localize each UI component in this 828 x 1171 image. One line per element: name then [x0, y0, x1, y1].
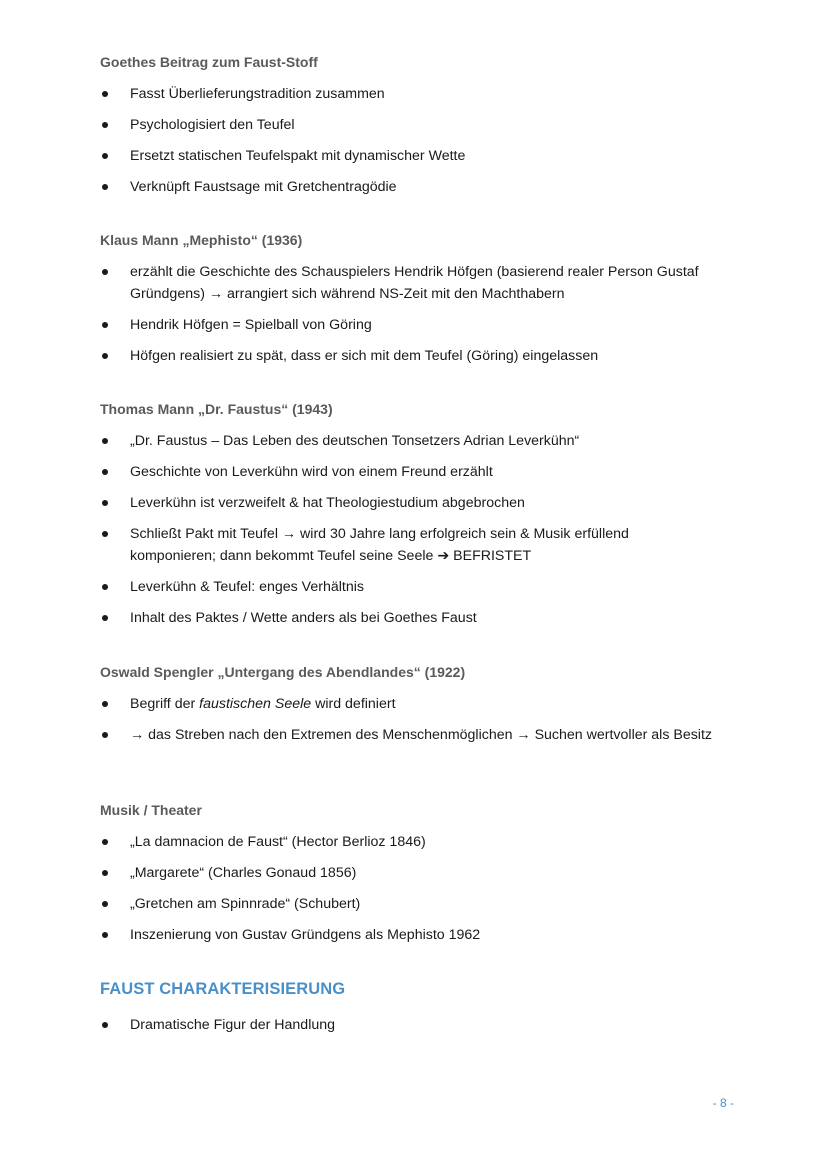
- list-item: Leverkühn ist verzweifelt & hat Theologiestudium abgebrochen: [100, 492, 740, 514]
- list-item: Ersetzt statischen Teufelspakt mit dynamischer Wette: [100, 145, 740, 167]
- bullet-list: [100, 83, 740, 198]
- section-heading: Klaus Mann „Mephisto“ (1936): [100, 232, 303, 248]
- list-item: „Dr. Faustus – Das Leben des deutschen Tonsetzers Adrian Leverkühn“: [100, 430, 740, 452]
- list-item: Inszenierung von Gustav Gründgens als Mephisto 1962: [100, 924, 740, 946]
- list-item: erzählt die Geschichte des Schauspielers Hendrik Höfgen (basierend realer Person Gustaf Gründgens) → arrangiert sich während NS-Zeit mit den Machthabern: [100, 261, 710, 305]
- section-musik-theater: [100, 800, 740, 946]
- list-item: → das Streben nach den Extremen des Menschenmöglichen → Suchen wertvoller als Besitz: [100, 724, 730, 746]
- section-thomas-mann: [100, 399, 740, 629]
- section-heading: Oswald Spengler „Untergang des Abendlandes“ (1922): [100, 664, 466, 680]
- list-item: Hendrik Höfgen = Spielball von Göring: [100, 314, 740, 336]
- item-text: Begriff der: [130, 696, 200, 712]
- list-item: Dramatische Figur der Handlung: [100, 1014, 740, 1036]
- list-item: „Gretchen am Spinnrade“ (Schubert): [100, 893, 740, 915]
- list-item: Inhalt des Paktes / Wette anders als bei Goethes Faust: [100, 607, 740, 629]
- section-heading: Thomas Mann „Dr. Faustus“ (1943): [100, 401, 333, 417]
- list-item: [100, 693, 740, 715]
- item-text: wird definiert: [311, 696, 396, 712]
- bullet-list: [100, 693, 740, 746]
- list-item: „Margarete“ (Charles Gonaud 1856): [100, 862, 740, 884]
- list-item: Schließt Pakt mit Teufel → wird 30 Jahre lang erfolgreich sein & Musik erfüllend komponieren; dann bekommt Teufel seine Seele ➔ BEFRISTET: [100, 523, 710, 567]
- item-emphasis: faustischen Seele: [199, 696, 312, 712]
- list-item: „La damnacion de Faust“ (Hector Berlioz 1846): [100, 831, 740, 853]
- page-number: - 8 -: [712, 1096, 734, 1110]
- section-goethe: [100, 52, 740, 198]
- bullet-list: [100, 261, 740, 367]
- bullet-list: [100, 831, 740, 946]
- section-heading: Musik / Theater: [100, 802, 202, 818]
- bullet-list: [100, 1014, 740, 1036]
- section-heading: Goethes Beitrag zum Faust-Stoff: [100, 54, 318, 70]
- bullet-list: [100, 430, 740, 629]
- list-item: Geschichte von Leverkühn wird von einem Freund erzählt: [100, 461, 740, 483]
- list-item: Leverkühn & Teufel: enges Verhältnis: [100, 576, 740, 598]
- chapter-heading: FAUST CHARAKTERISIERUNG: [100, 980, 346, 998]
- list-item: Höfgen realisiert zu spät, dass er sich mit dem Teufel (Göring) eingelassen: [100, 345, 740, 367]
- section-spengler: [100, 662, 740, 746]
- section-faust-charakterisierung: [100, 1014, 740, 1036]
- section-klaus-mann: [100, 230, 740, 367]
- list-item: Psychologisiert den Teufel: [100, 114, 740, 136]
- list-item: Fasst Überlieferungstradition zusammen: [100, 83, 740, 105]
- list-item: Verknüpft Faustsage mit Gretchentragödie: [100, 176, 740, 198]
